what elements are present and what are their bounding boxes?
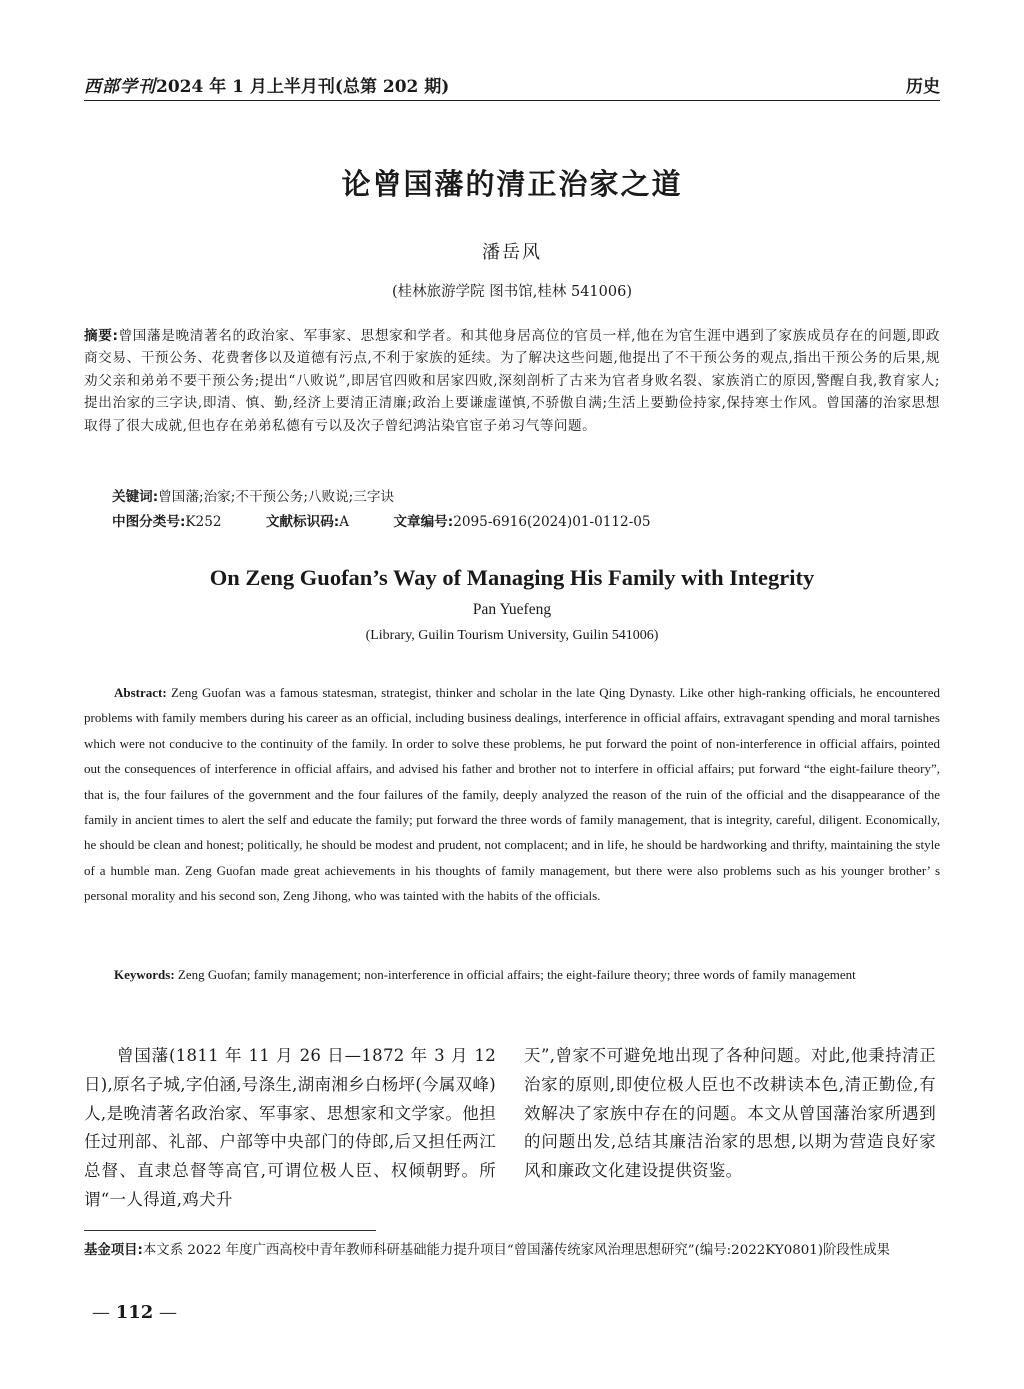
article-affiliation: (桂林旅游学院 图书馆,桂林 541006) [392,284,632,300]
journal-issue-line [84,72,449,97]
english-abstract-label: Abstract: [114,685,167,700]
chinese-keywords [112,485,394,505]
english-abstract [84,680,940,909]
journal-issue: 2024 年 1 月上半月刊(总第 202 期) [156,77,450,97]
classification-line [112,510,912,530]
journal-logo: 西部学刊 [84,77,156,97]
running-header [84,70,940,101]
footnote-label: 基金项目: [84,1243,143,1258]
abstract-label: 摘要: [84,328,119,344]
footnote-text: 本文系 2022 年度广西高校中青年教师科研基础能力提升项目“曾国藩传统家风治理思想研究”(编号:2022KY0801)阶段性成果 [142,1243,890,1258]
article-title: 论曾国藩的清正治家之道 [341,167,683,201]
article-number: 文章编号:2095-6916(2024)01-0112-05 [393,514,651,530]
english-author: Pan Yuefeng [472,601,552,618]
funding-footnote [84,1240,940,1263]
english-keywords [84,962,940,987]
english-abstract-text: Zeng Guofan was a famous statesman, strategist, thinker and scholar in the late Qing Dynasty. Like other high-ranking officials, he encountered problems with family members during his career as an official, including business dealings, interference in official affairs, extravagant spending and moral tarnishes which were not conducive to the continuity of the family. In order to solve these problems, he put forward the point of non-interference in official affairs, pointed out the consequences of interference in official affairs, and advised his father and brother not to interfere in official affairs; put forward “the eight-failure theory”, that is, the four failures of the government and the four failures of the family, deeply analyzed the reason of the ruin of the official and the disappearance of the family in ancient times to alert the self and educate the family; put forward the three words of family management, that is integrity, careful, diligent. Economically, he should be clean and honest; politically, he should be modest and prudent, not complacent; and in life, he should be hardworking and thrifty, maintaining the style of a humble man. Zeng Guofan made great achievements in his thoughts of family management, but there were also problems such as his younger brother’ s personal morality and his second son, Zeng Jihong, who was tainted with the habits of the officials. [84,685,940,904]
keywords-text: 曾国藩;治家;不干预公务;八败说;三字诀 [158,489,395,505]
english-affiliation: (Library, Guilin Tourism University, Guilin 541006) [365,628,659,643]
footnote-divider [84,1230,376,1231]
keywords-label: 关键词: [112,489,159,505]
article-author: 潘岳风 [482,242,542,263]
class-number: 中图分类号:K252 [112,514,222,530]
chinese-abstract [84,325,940,437]
section-label: 历史 [906,77,940,97]
body-column-right: 天”,曾家不可避免地出现了各种问题。对此,他秉持清正治家的原则,即使位极人臣也不改耕读本色,清正勤俭,有效解决了家族中存在的问题。本文从曾国藩治家所遇到的问题出发,总结其廉洁治家的思想,以期为营造良好家风和廉政文化建设提供资鉴。 [524,1046,936,1181]
abstract-text: 曾国藩是晚清著名的政治家、军事家、思想家和学者。和其他身居高位的官员一样,他在为官生涯中遇到了家族成员存在的问题,即政商交易、干预公务、花费奢侈以及道德有污点,不利于家族的延续。为了解决这些问题,他提出了不干预公务的观点,指出干预公务的后果,规劝父亲和弟弟不要干预公务;提出“八败说”,即居官四败和居家四败,深刻剖析了古来为官者身败名裂、家族消亡的原因,警醒自我,教育家人;提出治家的三字诀,即清、慎、勤,经济上要清正清廉;政治上要谦虚谨慎,不骄傲自满;生活上要勤俭持家,保持寒士作风。曾国藩的治家思想取得了很大成就,但也存在弟弟私德有亏以及次子曾纪鸿沾染官宦子弟习气等问题。 [84,328,941,434]
english-keywords-text: Zeng Guofan; family management; non-interference in official affairs; the eight-failure theory; three words of family management [177,967,856,982]
page-number-value: 112 [115,1302,154,1323]
document-code: 文献标识码:A [265,514,350,530]
english-title: On Zeng Guofan’s Way of Managing His Family with Integrity [209,565,815,590]
body-column-left: 曾国藩(1811 年 11 月 26 日—1872 年 3 月 12 日),原名子城,字伯涵,号涤生,湖南湘乡白杨坪(今属双峰)人,是晚清著名政治家、军事家、思想家和文学家。他担任过刑部、礼部、户部等中央部门的侍郎,后又担任两江总督、直隶总督等高官,可谓位极人臣、权倾朝野。所谓“一人得道,鸡犬升 [84,1046,496,1209]
page-number: — 112 — [92,1302,178,1323]
english-keywords-label: Keywords: [114,967,175,982]
